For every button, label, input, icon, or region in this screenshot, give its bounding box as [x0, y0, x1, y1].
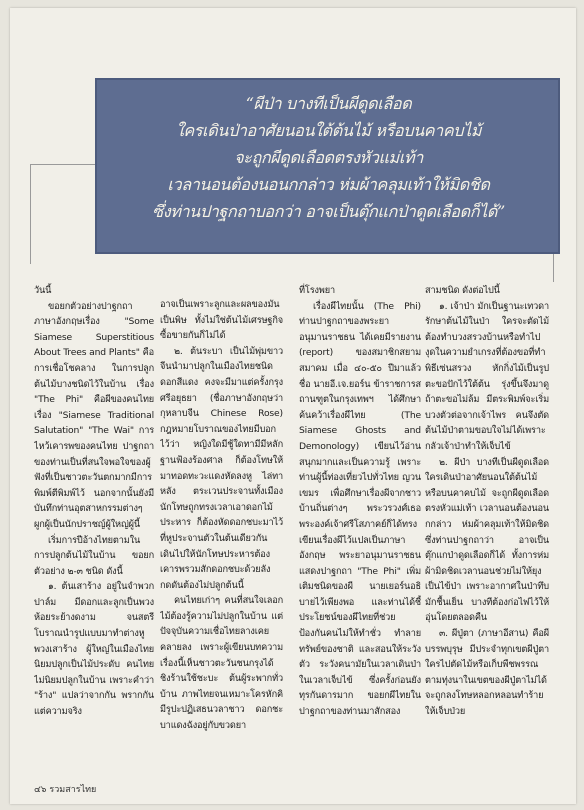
quote-callout-box — [95, 78, 560, 254]
text-column-2 — [160, 297, 283, 783]
column-paragraph: ๒. ผีป่า บางทีเป็นผีดูดเลือด ใครเดินป่าอาศัยนอนใต้ต้นไม้ หรือบนคาคบไม้ จะถูกผีดูดเลือดตรงหัวแม่เท้า เวลานอนต้องนอนกกล่าว ห่มผ้าคลุมเท้าให้มิดชิด ซึ่งท่านปาฐกถาว่า อาจเป็นตุ๊กแกป่าดูดเลือดก็ได้ ทั้งการห่มผ้ามิดชิดเวลานอนช่วยไม่ให้ยุงเป็นไข้ป่า เพราะอากาศในป่าทึบมักชื้นเย็น บางทีต้องก่อไฟไว้ให้อุ่นโดยตลอดคืน — [425, 456, 549, 624]
column-paragraph: ที่โรงพยา — [299, 285, 335, 296]
column-paragraph: ๒. ต้นระบา เป็นไม้พุ่มขาวจีนนำมาปลูกในเมืองไทยชนิดดอกสีแดง คงจะมีมาแต่ครั้งกรุงศรีอยุธยา (ชื่อภาษาอังกฤษว่า กุหลาบจีน Chinese Rose) กฎหมายโบราณของไทยมีบอกไว้ว่า หญิงใดมีชู้ใดทามีมีหลักฐานฟ้องร้องศาล ก็ต้องโทษให้มาทอดทะวะแดงหัดลงหู ไล่ทาหลัง ตระเวนประจานทั้งเมือง นักโทษถูกทรงเวลาเอาดอกไม้ประหาร ก็ต้องหัดดอกชบะมาไว้ที่หูประจานตัวในต้นเดียวกัน เดินไปให้นักโทษประหารต้องเคารพรวมสักดอกชบะด้วยลังกดดันต้องไม่ปลูกต้นนี้ — [160, 345, 283, 591]
column-paragraph: ๑. เจ้าป่า มักเป็นฐานะเทวดารักษาต้นไม้ในป่า ใครจะตัดไม้ต้องทำบวงสรวงบ้านหรือทำไปงุดในความยำเกรงที่ต้องขอที่ทำพิธีเซ่นสรวง หักกิ่งไม้เป็นรูปตะขอปักไว้ใต้ต้น รุ่งขึ้นจึงมาดู ถ้าตะขอไม่ล้ม มีตระพิมพ์จะเริ่มบวงตัวต่อจากเจ้าไพร คนจึงตัดต้นไม้ป่าตามขอบใจไม่ได้เพราะกลัวเจ้าป่าทำให้เจ็บไข้ — [425, 300, 549, 452]
column-paragraph: ขอยกตัวอย่างปาฐกถาภาษาอังกฤษเรื่อง "Some Siamese Superstitious About Trees and Plants" คือ การเชื่อโชคลาง ในการปลูกต้นไม้บางชนิดไว้ในบ้าน เรื่อง "The Phi" คือผีของคนไทย เรื่อง "Siamese Traditional Salutation" "The Wai" การไหว้เคารพของคนไทย ปาฐกถาของท่านเป็นที่สนใจพอใจของผู้ฟังที่เป็นชาวตะวันตกมากมีการพิมพ์ตีพิมพ์ไว้ นอกจากนั้นยังมีบันทึกท่านอุตสาหกรรมต่างๆ ผูกผู้เป็นนักปราชญ์ผู้ใหญ่ผู้นี้ — [34, 300, 154, 530]
column-paragraph: เริ่มการปีอ้างไทยตามในการปลูกต้นไม้ในบ้าน ขอยกตัวอย่าง ๒-๓ ชนิด ดังนี้ — [34, 534, 154, 577]
page-footer: ๔๖ รวมสารไทย — [34, 785, 97, 795]
text-column-3 — [299, 283, 421, 783]
text-column-4 — [425, 283, 549, 783]
frame-line-left — [30, 164, 31, 264]
column-paragraph: สามชนิด ดังต่อไปนี้ — [425, 285, 500, 296]
column-paragraph: ๑. ต้นเสาร้าง อยู่ในจำพวกปาล์ม มีดอกและลูกเป็นพวงห้อยระย้างดงาม จนสตรีโบราณนำรูปแบบมาทำต่างหูพวงเสาร้าง ผู้ใหญ่ในเมืองไทยนิยมปลูกเป็นไม้ประดับ คนไทยไม่นิยมปลูกในบ้าน เพราะคำว่า "ร้าง" แปลว่าจากกัน พรากกัน แต่ความจริง — [34, 581, 154, 718]
column-paragraph: คนไทยเก่าๆ คนที่สนใจเลอกไม้ต้องรู้ความไม่ปลูกในบ้าน แต่ปัจจุบันความเชื่อไทยลางเคยคลายลง เพราะผู้เขียนบทความเรื่องนี้เห็นชาวตะวันชนกรุงได้ชิงร้านใช้ชะบะ ต้นผู้ระพากทั่วบ้าน ภาพไทยจนเหมาะโครหักคิมีรูปะปฏิเสธนวลาชาว ดอกชะบาแดงฉังอยู่กับขวดยา — [160, 595, 283, 732]
frame-line-right — [553, 254, 554, 282]
column-paragraph: ๓. ผีปู่ตา (ภาษาอีสาน) คือผีบรรพบุรุษ มีประจำทุกเขตผีปู่ตา ใครไปตัดไม้หรือเก็บพืชพรรณตามทุ่งนาในเขตของผีปู่ตาไม่ได้ จะถูกลงโทษหลอกหลอนทำร้ายให้เจ็บป่วย — [425, 628, 549, 718]
column-paragraph: เรื่องผีไทยนั้น (The Phi) ท่านปาฐกถาของพระยาอนุมานราชธน ได้เคยมีรายงาน (report) ของสมาชิกสยามสมาคม เมื่อ ๔๐-๕๐ ปีมาแล้ว ชื่อ นายอี.เจ.ยอร์น ข้าราชการสถานฑูตในกรุงเทพฯ ได้ศึกษาค้นคว้าเรื่องผีไทย (The Siamese Ghosts and Demonology) เขียนไว้อ่านสนุกมากและเป็นความรู้ เพราะท่านผู้นี้ท่องเที่ยวไปทั่วไทย ญวน เขมร เพื่อศึกษาเรื่องผีจากชาวบ้านถิ่นต่างๆ พระวรวงศ์เธอ พระองค์เจ้าศรีโสภาคย์ก็ได้ทรงเขียนเรื่องผีไว้แปลเป็นภาษาอังกฤษ พระยาอนุมานราชธนแสดงปาฐกถา "The Phi" เพิ่มเติมชนิดของผี นายเยอร์นอธิบายไว้เพียงพอ และท่านได้ชี้ประโยชน์ของผีไทยที่ช่วยป้องกันคนไม่ให้ทำชั่ว ทำลายทรัพย์ของชาติ และสอนให้ระวังตัว ระวังคนามัยในเวลาเดินป่าในเวลาเจ็บไข้ ซึ่งครั้งก่อนยังทุรกันดารมาก ขอยกผีไทยในปาฐกถาของท่านมาสักสอง — [299, 300, 421, 718]
text-column-1 — [34, 283, 154, 783]
column-paragraph: วันนี้ — [34, 285, 52, 296]
column-paragraph: อาจเป็นเพราะลูกและผลของมันเป็นพิษ ทั้งไม่ใช่ต้นไม้เศรษฐกิจ ซื้อขายกันก็ไม่ได้ — [160, 299, 283, 342]
quote-callout-text: “ผีป่า บางทีเป็นผีดูดเลือด ใครเดินป่าอาศัยนอนใต้ต้นไม้ หรือบนคาคบไม้ จะถูกผีดูดเลือดตรงหัวแม่เท้า เวลานอนต้องนอนกกล่าว ห่มผ้าคลุมเท้าให้มิดชิด ซึ่งท่านปาฐกถาบอกว่า อาจเป็นตุ๊กแกป่าดูดเลือดก็ได้” — [152, 94, 505, 221]
frame-line-top — [30, 164, 95, 165]
